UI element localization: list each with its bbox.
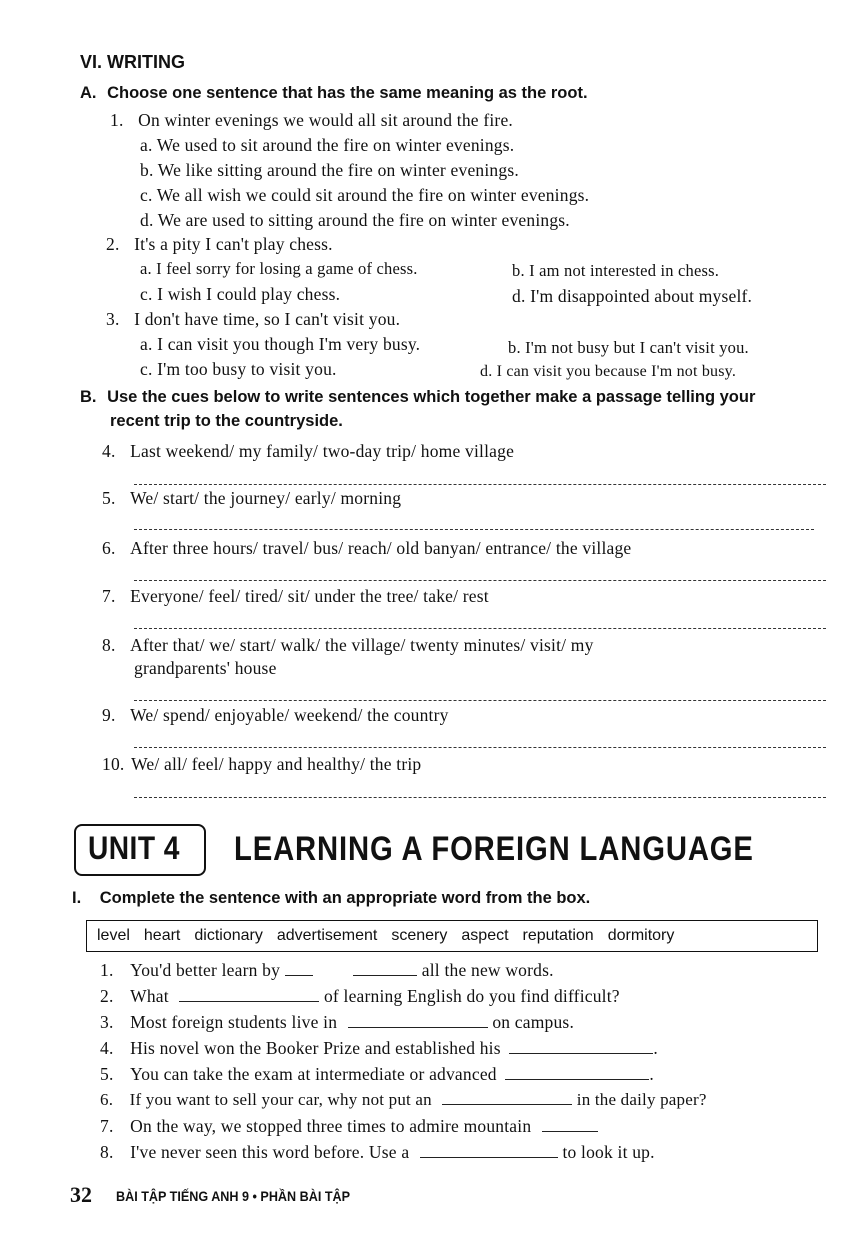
cue-10: 10. We/ all/ feel/ happy and healthy/ the trip <box>102 754 422 774</box>
part-b-heading: B. Use the cues below to write sentences which together make a passage telling your <box>80 388 756 406</box>
answer-line-9[interactable] <box>134 747 826 748</box>
cue-5: 5. We/ start/ the journey/ early/ morning <box>102 488 402 508</box>
blank-7[interactable] <box>542 1117 598 1132</box>
blank-3[interactable] <box>348 1013 488 1028</box>
option-3b[interactable]: b. I'm not busy but I can't visit you. <box>508 338 749 357</box>
blank-5[interactable] <box>505 1065 649 1080</box>
option-1a[interactable]: a. We used to sit around the fire on winter evenings. <box>140 135 515 155</box>
cue-8: 8. After that/ we/ start/ walk/ the village/ twenty minutes/ visit/ my <box>102 635 594 655</box>
unit-title: LEARNING A FOREIGN LANGUAGE <box>234 830 754 868</box>
option-2d[interactable]: d. I'm disappointed about myself. <box>512 286 753 306</box>
cue-8-continued: grandparents' house <box>134 658 277 678</box>
blank-4[interactable] <box>509 1039 653 1054</box>
part-a-heading: A. Choose one sentence that has the same meaning as the root. <box>80 84 588 102</box>
option-2a[interactable]: a. I feel sorry for losing a game of chess. <box>140 259 418 278</box>
cue-6: 6. After three hours/ travel/ bus/ reach/ old banyan/ entrance/ the village <box>102 538 632 558</box>
answer-line-5[interactable] <box>134 529 814 530</box>
word-box <box>86 920 818 952</box>
question-2: 2. It's a pity I can't play chess. <box>106 234 333 254</box>
word-dictionary: dictionary <box>194 927 263 944</box>
answer-line-8[interactable] <box>134 700 826 701</box>
answer-line-6[interactable] <box>134 580 826 581</box>
page-number: 32 <box>70 1182 92 1207</box>
option-1d[interactable]: d. We are used to sitting around the fire on winter evenings. <box>140 210 570 230</box>
cue-7: 7. Everyone/ feel/ tired/ sit/ under the tree/ take/ rest <box>102 586 489 606</box>
option-1b[interactable]: b. We like sitting around the fire on winter evenings. <box>140 160 519 180</box>
word-level: level <box>97 927 130 944</box>
cue-9: 9. We/ spend/ enjoyable/ weekend/ the country <box>102 705 449 725</box>
word-scenery: scenery <box>391 927 448 944</box>
sentence-5: 5. You can take the exam at intermediate or advanced . <box>100 1064 654 1084</box>
cue-4: 4. Last weekend/ my family/ two-day trip/ home village <box>102 441 515 461</box>
option-1c[interactable]: c. We all wish we could sit around the fire on winter evenings. <box>140 185 590 205</box>
sentence-6: 6. If you want to sell your car, why not put an in the daily paper? <box>100 1090 707 1109</box>
answer-line-4[interactable] <box>134 484 826 485</box>
question-1: 1. On winter evenings we would all sit around the fire. <box>110 110 514 130</box>
blank-2[interactable] <box>179 987 319 1002</box>
word-aspect: aspect <box>461 927 509 944</box>
word-heart: heart <box>143 927 181 944</box>
word-dormitory: dormitory <box>607 927 675 944</box>
sentence-1: 1. You'd better learn by all the new words. <box>100 960 554 980</box>
sentence-4: 4. His novel won the Booker Prize and established his . <box>100 1038 658 1058</box>
sentence-8: 8. I've never seen this word before. Use a to look it up. <box>100 1142 655 1162</box>
answer-line-10[interactable] <box>134 797 826 798</box>
option-3a[interactable]: a. I can visit you though I'm very busy. <box>140 334 421 354</box>
option-2b[interactable]: b. I am not interested in chess. <box>512 261 720 280</box>
section-title-writing: VI. WRITING <box>80 52 185 72</box>
blank-1a[interactable] <box>285 961 313 976</box>
blank-1b[interactable] <box>353 961 417 976</box>
option-2c[interactable]: c. I wish I could play chess. <box>140 284 341 304</box>
sentence-3: 3. Most foreign students live in on campus. <box>100 1012 575 1032</box>
sentence-7: 7. On the way, we stopped three times to admire mountain <box>100 1116 598 1137</box>
word-advertisement: advertisement <box>276 927 378 944</box>
option-3d[interactable]: d. I can visit you because I'm not busy. <box>480 363 737 380</box>
unit-number: UNIT 4 <box>88 830 180 866</box>
footer-book-title: BÀI TẬP TIẾNG ANH 9 • PHẦN BÀI TẬP <box>116 1188 351 1204</box>
sentence-2: 2. What of learning English do you find difficult? <box>100 986 620 1006</box>
option-3c[interactable]: c. I'm too busy to visit you. <box>140 359 337 379</box>
answer-line-7[interactable] <box>134 628 826 629</box>
blank-6[interactable] <box>442 1090 572 1105</box>
part-b-heading-line2: recent trip to the countryside. <box>110 412 343 430</box>
section-i-heading: I. Complete the sentence with an appropriate word from the box. <box>72 889 591 907</box>
word-reputation: reputation <box>522 927 594 944</box>
question-3: 3. I don't have time, so I can't visit you. <box>106 309 401 329</box>
blank-8[interactable] <box>420 1143 558 1158</box>
